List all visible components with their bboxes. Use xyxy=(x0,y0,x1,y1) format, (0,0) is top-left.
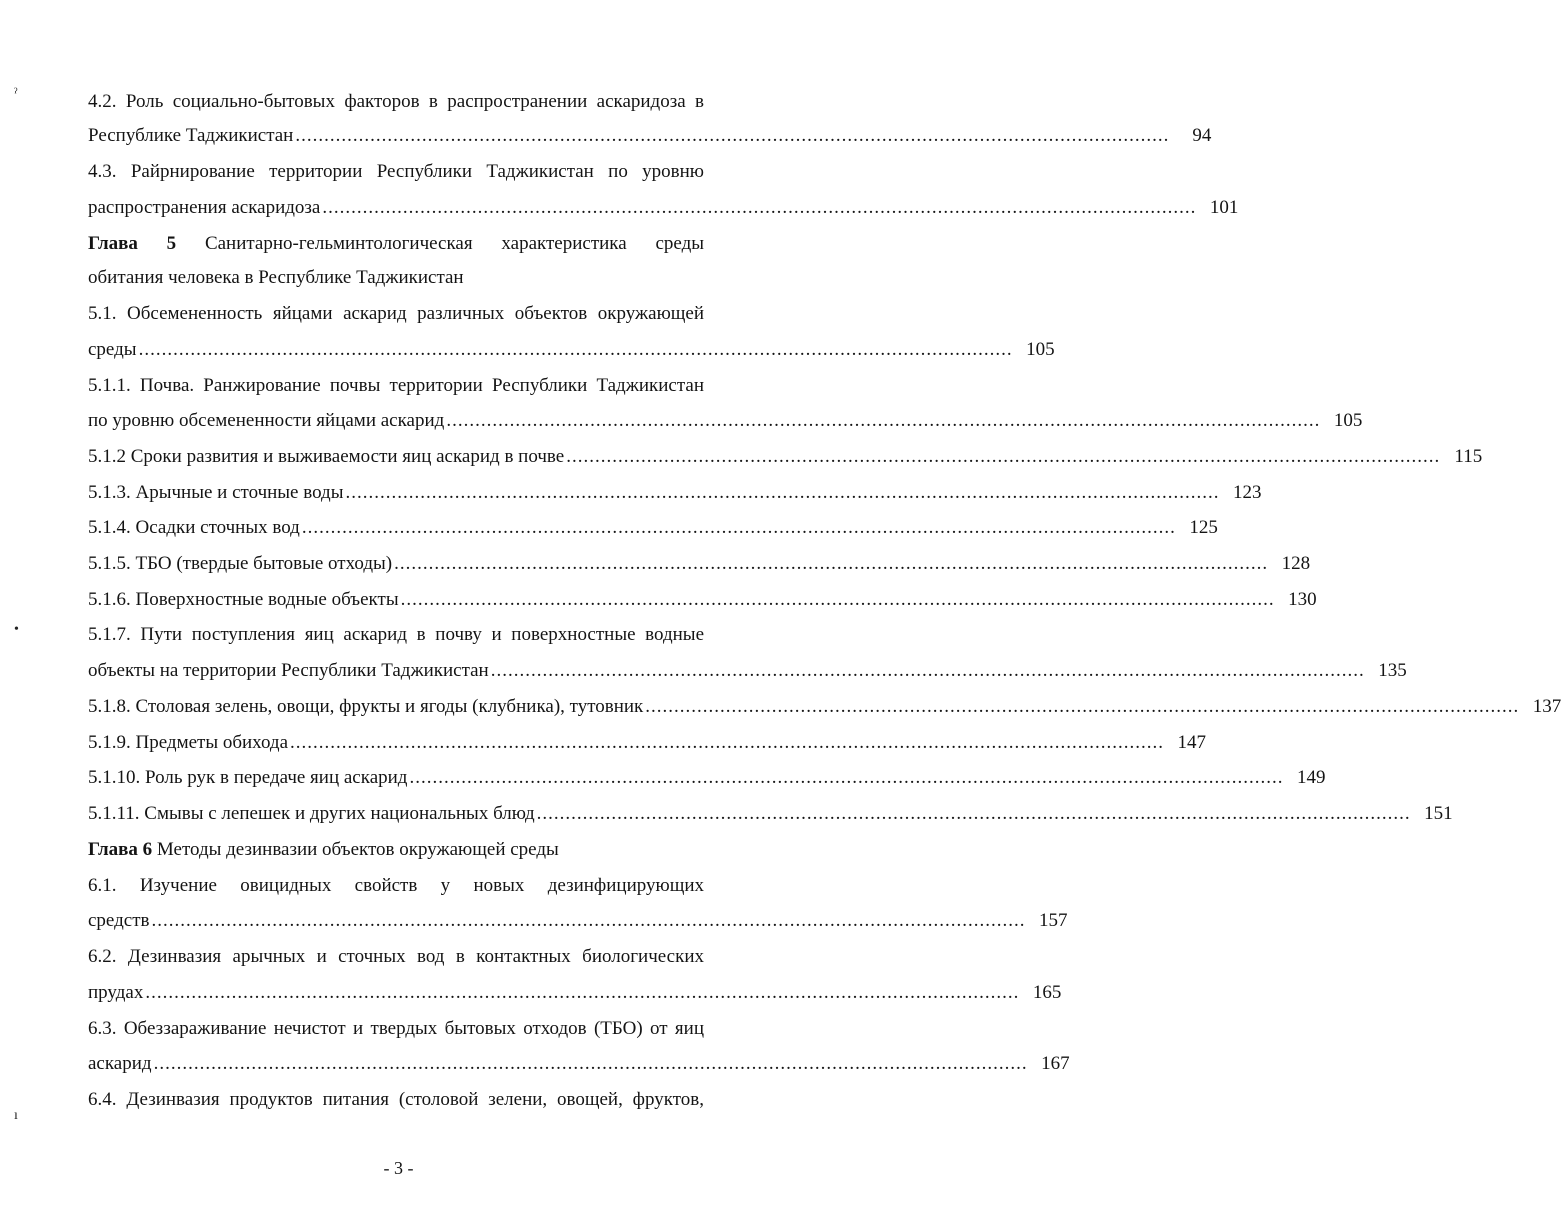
toc-entry-text: 5.1.2 Сроки развития и выживаемости яиц аскарид в почве xyxy=(88,446,565,467)
dot-leader: ........................................................................................................................................................ xyxy=(446,410,1321,431)
dot-leader: ........................................................................................................................................................ xyxy=(400,589,1275,610)
toc-entry-6-1 xyxy=(88,907,1068,935)
toc-entry-text: аскарид xyxy=(88,1053,152,1074)
chapter-label: Глава 6 xyxy=(88,839,153,860)
toc-entry-6-1-line1: 6.1. Изучение овицидных свойств у новых дезинфицирующих xyxy=(88,875,704,896)
dot-leader: ........................................................................................................................................................ xyxy=(566,446,1441,467)
dot-leader: ........................................................................................................................................................ xyxy=(301,517,1176,538)
page-footer-number: - 3 - xyxy=(383,1158,414,1178)
chapter-label: Глава 5 xyxy=(88,233,177,254)
toc-entry-4-3-line1: 4.3. Райрнирование территории Республики Таджикистан по уровню xyxy=(88,161,704,182)
dot-leader: ........................................................................................................................................................ xyxy=(490,660,1365,681)
page-number: 165 xyxy=(1032,982,1062,1003)
dot-leader: ........................................................................................................................................................ xyxy=(322,197,1197,218)
toc-entry-text: 5.1.3. Арычные и сточные воды xyxy=(88,482,344,503)
toc-entry-5-1-7-line1: 5.1.7. Пути поступления яиц аскарид в почву и поверхностные водные xyxy=(88,624,704,645)
toc-entry-text: средств xyxy=(88,910,150,931)
toc-entry-5-1-1-line1: 5.1.1. Почва. Ранжирование почвы территории Республики Таджикистан xyxy=(88,375,704,396)
toc-entry-text: 5.1.4. Осадки сточных вод xyxy=(88,517,300,538)
dot-leader: ........................................................................................................................................................ xyxy=(153,1053,1028,1074)
dot-leader: ........................................................................................................................................................ xyxy=(394,553,1269,574)
toc-entry-5-1-2 xyxy=(88,443,1483,471)
page-number: 128 xyxy=(1281,553,1311,574)
toc-entry-text: распространения аскаридоза xyxy=(88,197,321,218)
dot-leader: ........................................................................................................................................................ xyxy=(138,339,1013,360)
toc-entry-6-2-line1: 6.2. Дезинвазия арычных и сточных вод в контактных биологических xyxy=(88,946,704,967)
toc-entry-6-3-line1: 6.3. Обеззараживание нечистот и твердых бытовых отходов (ТБО) от яиц xyxy=(88,1018,704,1039)
page-number: 137 xyxy=(1532,696,1561,717)
page-number: 101 xyxy=(1209,197,1239,218)
toc-entry-text: по уровню обсемененности яйцами аскарид xyxy=(88,410,445,431)
margin-speck: • xyxy=(14,622,19,637)
dot-leader: ........................................................................................................................................................ xyxy=(151,910,1026,931)
toc-entry-5-1-line1: 5.1. Обсемененность яйцами аскарид различных объектов окружающей xyxy=(88,303,704,324)
toc-entry-text: прудах xyxy=(88,982,144,1003)
chapter-title: Методы дезинвазии объектов окружающей среды xyxy=(156,839,559,860)
toc-entry-5-1-4 xyxy=(88,514,1218,542)
toc-entry-6-4-line1: 6.4. Дезинвазия продуктов питания (столовой зелени, овощей, фруктов, xyxy=(88,1089,704,1110)
toc-entry-4-2 xyxy=(88,122,1212,150)
chapter-5-heading-line2: обитания человека в Республике Таджикистан xyxy=(88,267,464,288)
toc-entry-5-1-9 xyxy=(88,729,1207,757)
toc-entry-5-1-8 xyxy=(88,693,1561,721)
page-number: 94 xyxy=(1192,125,1212,146)
page-number: 151 xyxy=(1424,803,1453,824)
page-number: 147 xyxy=(1177,732,1207,753)
toc-entry-6-2 xyxy=(88,979,1062,1007)
dot-leader: ........................................................................................................................................................ xyxy=(409,767,1284,788)
toc-entry-4-3 xyxy=(88,194,1239,222)
dot-leader: ........................................................................................................................................................ xyxy=(345,482,1220,503)
toc-entry-5-1-11 xyxy=(88,800,1453,828)
toc-entry-text: 5.1.5. ТБО (твердые бытовые отходы) xyxy=(88,553,393,574)
margin-speck: ı xyxy=(14,1108,18,1123)
page-number: 125 xyxy=(1189,517,1218,538)
toc-entry-5-1-10 xyxy=(88,764,1326,792)
dot-leader: ........................................................................................................................................................ xyxy=(536,803,1411,824)
toc-entry-text: 5.1.10. Роль рук в передаче яиц аскарид xyxy=(88,767,408,788)
toc-entry-4-2-line1: 4.2. Роль социально-бытовых факторов в распространении аскаридоза в xyxy=(88,91,704,112)
page-number: 149 xyxy=(1296,767,1326,788)
dot-leader: ........................................................................................................................................................ xyxy=(295,125,1170,146)
toc-entry-text: 5.1.8. Столовая зелень, овощи, фрукты и ягоды (клубника), тутовник xyxy=(88,696,644,717)
dot-leader: ........................................................................................................................................................ xyxy=(290,732,1165,753)
page-number: 167 xyxy=(1041,1053,1070,1074)
toc-entry-text: 5.1.11. Смывы с лепешек и других национальных блюд xyxy=(88,803,535,824)
page-number: 105 xyxy=(1026,339,1055,360)
toc-entry-5-1-1 xyxy=(88,407,1363,435)
chapter-5-heading xyxy=(88,230,704,258)
toc-entry-6-3 xyxy=(88,1050,1070,1078)
dot-leader: ........................................................................................................................................................ xyxy=(145,982,1020,1003)
page-number: 115 xyxy=(1454,446,1483,467)
page-number: 105 xyxy=(1333,410,1363,431)
toc-entry-5-1-5 xyxy=(88,550,1311,578)
dot-leader: ........................................................................................................................................................ xyxy=(645,696,1520,717)
page-number: 123 xyxy=(1232,482,1262,503)
toc-entry-text: объекты на территории Республики Таджикистан xyxy=(88,660,489,681)
page-number: 130 xyxy=(1288,589,1317,610)
toc-entry-5-1-6 xyxy=(88,586,1317,614)
page-number: 157 xyxy=(1039,910,1068,931)
toc-entry-text: среды xyxy=(88,339,137,360)
toc-entry-5-1 xyxy=(88,336,1055,364)
toc-entry-5-1-3 xyxy=(88,479,1262,507)
toc-entry-text: 5.1.6. Поверхностные водные объекты xyxy=(88,589,399,610)
margin-speck: ˀ xyxy=(14,86,18,101)
page-number: 135 xyxy=(1378,660,1407,681)
chapter-6-heading xyxy=(88,836,744,864)
toc-entry-text: 5.1.9. Предметы обихода xyxy=(88,732,289,753)
chapter-title: Санитарно-гельминтологическая характеристика среды xyxy=(204,233,704,254)
toc-entry-text: Республике Таджикистан xyxy=(88,125,294,146)
toc-entry-5-1-7 xyxy=(88,657,1407,685)
